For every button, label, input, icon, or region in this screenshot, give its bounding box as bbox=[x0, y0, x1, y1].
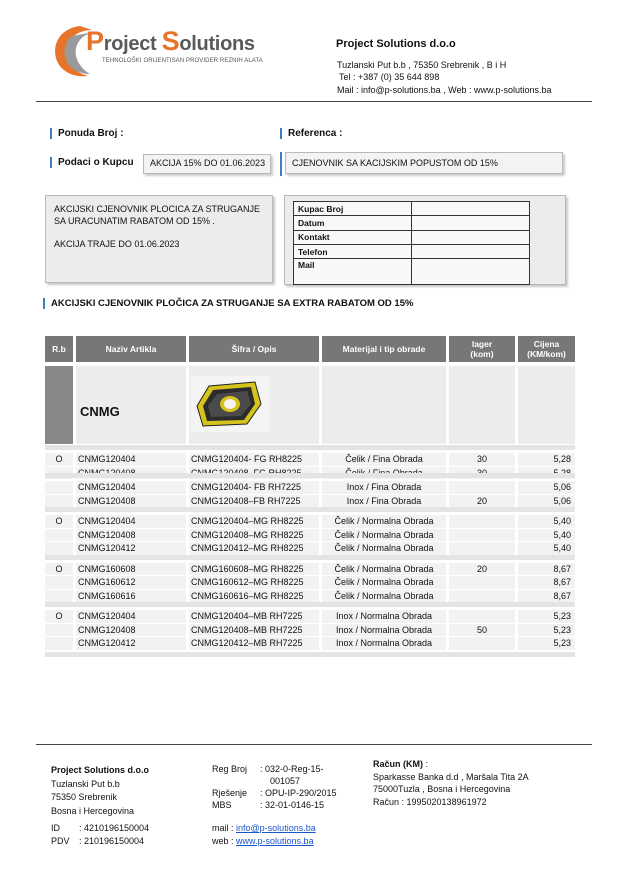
cell-mat: Inox / Normalna Obrada bbox=[322, 637, 446, 650]
group-separator bbox=[45, 555, 575, 560]
cell-rb: O bbox=[45, 515, 73, 528]
cell-cijena: 8,67 bbox=[518, 563, 575, 576]
rjesenje-label: Rješenje bbox=[212, 788, 248, 798]
cell-mat: Čelik / Normalna Obrada bbox=[322, 529, 446, 542]
cell-naziv: CNMG120404 bbox=[76, 481, 186, 494]
client-field-value[interactable] bbox=[412, 202, 530, 216]
referenca-marker bbox=[280, 152, 282, 176]
cell-cijena: 5,06 bbox=[518, 481, 575, 494]
ponuda-label: Ponuda Broj : bbox=[50, 128, 124, 139]
header-materijal: Materijal i tip obrade bbox=[322, 336, 446, 362]
cell-mat: Inox / Fina Obrada bbox=[322, 495, 446, 508]
footer-city: 75350 Srebrenik bbox=[51, 792, 118, 802]
bank-account: Račun : 1995020138961972 bbox=[373, 796, 487, 807]
cell-cijena: 5,23 bbox=[518, 637, 575, 650]
cell-sifra: CNMG120404- FG RH8225 bbox=[189, 453, 319, 466]
footer-company: Project Solutions d.o.o bbox=[51, 765, 150, 775]
cell-cijena: 8,67 bbox=[518, 576, 575, 589]
cell-naziv: CNMG120408 bbox=[76, 624, 186, 637]
cell-cijena: 5,40 bbox=[518, 542, 575, 555]
cell-mat: Čelik / Normalna Obrada bbox=[322, 576, 446, 589]
web-link[interactable]: www.p-solutions.ba bbox=[236, 835, 314, 846]
cell-rb bbox=[45, 481, 73, 494]
group-separator bbox=[45, 602, 575, 607]
cell-naziv: CNMG120412 bbox=[76, 637, 186, 650]
id-label: ID bbox=[51, 823, 60, 833]
cell-lager: 50 bbox=[449, 624, 515, 637]
client-row bbox=[294, 244, 530, 258]
cell-mat: Inox / Normalna Obrada bbox=[322, 610, 446, 623]
cell-mat: Inox / Fina Obrada bbox=[322, 481, 446, 494]
cell-mat: Inox / Normalna Obrada bbox=[322, 624, 446, 637]
cell-rb bbox=[45, 495, 73, 508]
cell-mat: Čelik / Normalna Obrada bbox=[322, 563, 446, 576]
group-separator bbox=[45, 473, 575, 478]
footer-bank bbox=[373, 758, 529, 808]
footer-country: Bosna i Hercegovina bbox=[51, 805, 135, 816]
pdv-value: : 210196150004 bbox=[79, 836, 145, 846]
podaci-label: Podaci o Kupcu bbox=[50, 157, 134, 168]
id-value: : 4210196150004 bbox=[79, 823, 150, 833]
cell-mat: Čelik / Normalna Obrada bbox=[322, 590, 446, 603]
cell-sifra: CNMG120404–MB RH7225 bbox=[189, 610, 319, 623]
cell-cijena: 5,28 bbox=[518, 453, 575, 466]
rb-cell bbox=[45, 366, 73, 444]
cell-sifra: CNMG160612–MG RH8225 bbox=[189, 576, 319, 589]
cell-rb: O bbox=[45, 563, 73, 576]
group-separator bbox=[45, 445, 575, 450]
referenca-label: Referenca : bbox=[280, 128, 342, 139]
cell-lager bbox=[449, 610, 515, 623]
cnmg-insert-icon bbox=[191, 376, 269, 432]
cell-lager bbox=[449, 481, 515, 494]
cell-lager bbox=[449, 637, 515, 650]
client-row bbox=[294, 230, 530, 244]
header-naziv: Naziv Artikla bbox=[76, 336, 186, 362]
cell-cijena: 5,06 bbox=[518, 495, 575, 508]
client-field-label: Telefon bbox=[294, 244, 412, 258]
promo-line-2: SA URACUNATIM RABATOM OD 15% . bbox=[54, 215, 216, 226]
racun-title: Račun (KM) bbox=[373, 759, 423, 769]
company-phone: Tel : +387 (0) 35 644 898 bbox=[339, 72, 440, 83]
client-row bbox=[294, 216, 530, 230]
table-end bbox=[45, 652, 575, 657]
client-field-value[interactable] bbox=[412, 259, 530, 285]
client-row bbox=[294, 202, 530, 216]
client-field-value[interactable] bbox=[412, 216, 530, 230]
company-address: Tuzlanski Put b.b , 75350 Srebrenik , B i H bbox=[337, 60, 507, 70]
client-field-label: Kupac Broj bbox=[294, 202, 412, 216]
client-row bbox=[294, 259, 530, 285]
lager-cell bbox=[449, 366, 515, 444]
footer-contacts bbox=[212, 822, 316, 847]
cell-cijena: 5,40 bbox=[518, 529, 575, 542]
mat-cell bbox=[322, 366, 446, 444]
cell-lager bbox=[449, 542, 515, 555]
cell-naziv: CNMG120408 bbox=[76, 495, 186, 508]
web-label: web : bbox=[212, 835, 234, 846]
cell-cijena: 8,67 bbox=[518, 590, 575, 603]
rjesenje-value: : OPU-IP-290/2015 bbox=[260, 788, 337, 798]
footer-street: Tuzlanski Put b.b bbox=[51, 778, 120, 789]
cell-sifra: CNMG160608–MG RH8225 bbox=[189, 563, 319, 576]
reg-value-2: 001057 bbox=[270, 776, 301, 786]
header-divider bbox=[36, 101, 592, 102]
promo-line-3: AKCIJA TRAJE DO 01.06.2023 bbox=[54, 239, 180, 249]
cell-lager bbox=[449, 590, 515, 603]
cell-rb bbox=[45, 542, 73, 555]
header-rb: R.b bbox=[45, 336, 73, 362]
logo-tagline: TEHNOLOŠKI ORIJENTISAN PROVIDER REZNIH ALATA bbox=[102, 58, 263, 64]
cell-lager bbox=[449, 515, 515, 528]
cell-mat: Čelik / Normalna Obrada bbox=[322, 542, 446, 555]
cell-cijena: 5,23 bbox=[518, 624, 575, 637]
group-separator bbox=[45, 507, 575, 512]
footer-company-block bbox=[51, 764, 149, 818]
company-name: Project Solutions d.o.o bbox=[336, 38, 456, 50]
promo-box bbox=[45, 195, 273, 283]
cell-sifra: CNMG120412–MB RH7225 bbox=[189, 637, 319, 650]
reg-value: : 032-0-Reg-15- bbox=[260, 764, 324, 774]
referenca-field[interactable]: CJENOVNIK SA KACIJSKIM POPUSTOM OD 15% bbox=[285, 152, 563, 174]
cell-naziv: CNMG120404 bbox=[76, 515, 186, 528]
cell-sifra: CNMG120404–MG RH8225 bbox=[189, 515, 319, 528]
cell-mat: Čelik / Fina Obrada bbox=[322, 453, 446, 466]
cell-sifra: CNMG120408–MG RH8225 bbox=[189, 529, 319, 542]
cell-rb bbox=[45, 576, 73, 589]
client-field-label: Kontakt bbox=[294, 230, 412, 244]
cell-mat: Čelik / Normalna Obrada bbox=[322, 515, 446, 528]
client-info-box bbox=[284, 195, 566, 285]
cell-naziv: CNMG120408 bbox=[76, 529, 186, 542]
cell-naziv: CNMG160608 bbox=[76, 563, 186, 576]
cell-sifra: CNMG160616–MG RH8225 bbox=[189, 590, 319, 603]
pdv-label: PDV bbox=[51, 836, 70, 846]
cell-rb bbox=[45, 637, 73, 650]
cell-naziv: CNMG120404 bbox=[76, 610, 186, 623]
cell-naziv: CNMG120404 bbox=[76, 453, 186, 466]
mbs-value: : 32-01-0146-15 bbox=[260, 800, 325, 810]
cell-rb bbox=[45, 590, 73, 603]
company-address-block bbox=[337, 59, 552, 96]
cell-sifra: CNMG120408–FB RH7225 bbox=[189, 495, 319, 508]
cell-lager: 20 bbox=[449, 563, 515, 576]
client-field-label: Datum bbox=[294, 216, 412, 230]
cell-naziv: CNMG120412 bbox=[76, 542, 186, 555]
reg-label: Reg Broj bbox=[212, 764, 248, 774]
cell-rb: O bbox=[45, 610, 73, 623]
cell-rb bbox=[45, 624, 73, 637]
promo-line-1: AKCIJSKI CJENOVNIK PLOCICA ZA STRUGANJE bbox=[54, 204, 261, 214]
cell-cijena: 5,40 bbox=[518, 515, 575, 528]
cell-rb: O bbox=[45, 453, 73, 466]
bank-name: Sparkasse Banka d.d , Maršala Tita 2A bbox=[373, 771, 529, 782]
client-field-value[interactable] bbox=[412, 230, 530, 244]
client-field-label: Mail bbox=[294, 259, 412, 285]
company-logo bbox=[50, 18, 270, 86]
cell-lager bbox=[449, 576, 515, 589]
cell-sifra: CNMG120404- FB RH7225 bbox=[189, 481, 319, 494]
logo-wordmark: Project Solutions bbox=[86, 26, 255, 56]
cell-naziv: CNMG160616 bbox=[76, 590, 186, 603]
cell-lager: 30 bbox=[449, 453, 515, 466]
header-lager: lager (kom) bbox=[449, 336, 515, 362]
header-cijena: Cijena (KM/kom) bbox=[518, 336, 575, 362]
cell-sifra: CNMG120408–MB RH7225 bbox=[189, 624, 319, 637]
footer-registration bbox=[212, 763, 337, 811]
mbs-label: MBS bbox=[212, 800, 232, 810]
mail-link[interactable]: info@p-solutions.ba bbox=[236, 823, 316, 833]
footer-divider bbox=[36, 744, 592, 745]
cijena-cell bbox=[518, 366, 575, 444]
cell-sifra: CNMG120412–MG RH8225 bbox=[189, 542, 319, 555]
cell-rb bbox=[45, 529, 73, 542]
client-field-value[interactable] bbox=[412, 244, 530, 258]
cell-cijena: 5,23 bbox=[518, 610, 575, 623]
cell-lager: 20 bbox=[449, 495, 515, 508]
cell-lager bbox=[449, 529, 515, 542]
section-title: AKCIJSKI CJENOVNIK PLOČICA ZA STRUGANJE SA EXTRA RABATOM OD 15% bbox=[43, 298, 413, 309]
client-info-table bbox=[293, 201, 530, 285]
header-sifra: Šifra / Opis bbox=[189, 336, 319, 362]
footer-ids bbox=[51, 822, 149, 848]
bank-city: 75000Tuzla , Bosna i Hercegovina bbox=[373, 784, 511, 794]
product-family-title: CNMG bbox=[80, 404, 120, 419]
racun-colon: : bbox=[423, 759, 429, 769]
mail-label: mail : bbox=[212, 823, 234, 833]
cell-naziv: CNMG160612 bbox=[76, 576, 186, 589]
company-mail-web: Mail : info@p-solutions.ba , Web : www.p-solutions.ba bbox=[337, 84, 552, 95]
podaci-field[interactable]: AKCIJA 15% DO 01.06.2023 bbox=[143, 154, 271, 174]
